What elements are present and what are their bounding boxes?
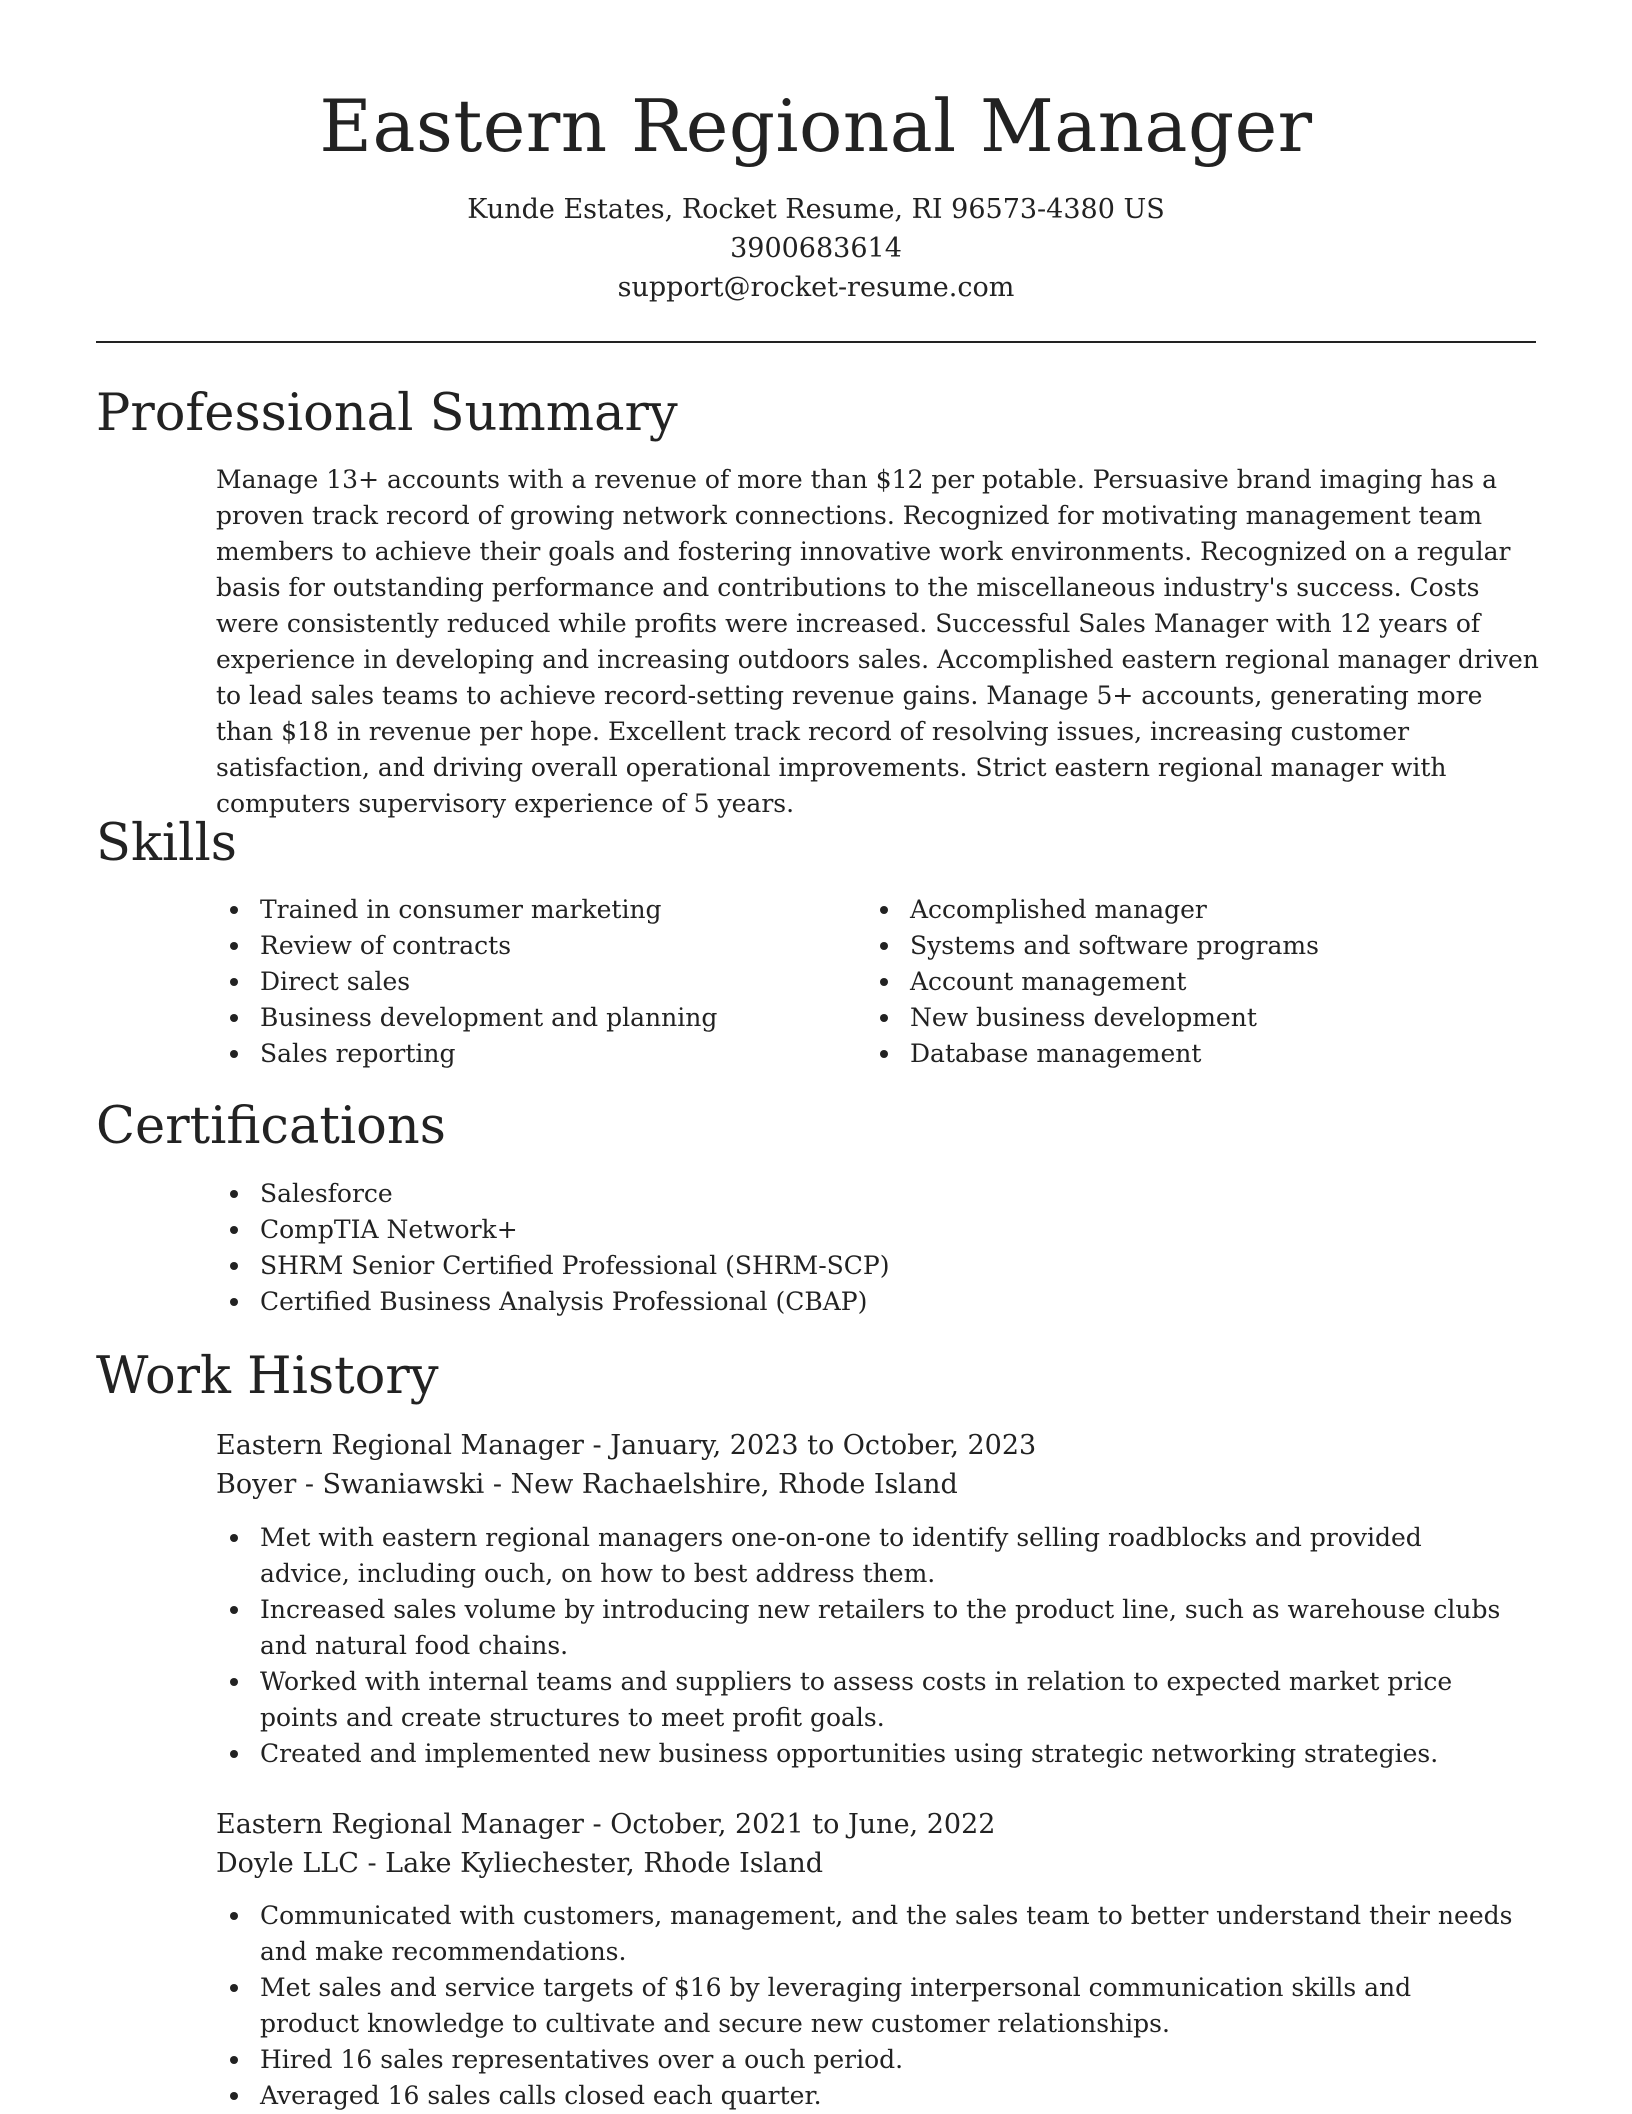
job-title-line [216,1805,1516,1844]
job-dates: - October, 2021 to June, 2022 [583,1809,996,1840]
job-bullet: Averaged 16 sales calls closed each quarter. [216,2078,1516,2114]
job-bullet: Hired 16 sales representatives over a ouch period. [216,2042,1516,2078]
job-bullet: Met with eastern regional managers one-on-one to identify selling roadblocks and provided advice, including ouch, on how to best address them. [216,1520,1516,1592]
job-bullets [216,1520,1516,1772]
contact-block [0,190,1632,307]
job-bullet: Met sales and service targets of $16 by leveraging interpersonal communication skills and product knowledge to cultivate and secure new customer relationships. [216,1970,1516,2042]
job-bullet: Worked with internal teams and suppliers to assess costs in relation to expected market price points and create structures to meet profit goals. [216,1664,1516,1736]
skills-list-right [866,892,1506,1072]
skill-item: Sales reporting [216,1036,856,1072]
skill-item: Account management [866,964,1506,1000]
certification-item: Certified Business Analysis Professional (CBAP) [216,1284,1116,1320]
skill-item: Systems and software programs [866,928,1506,964]
certification-item: CompTIA Network+ [216,1212,1116,1248]
skill-item: Database management [866,1036,1506,1072]
certifications-heading: Certifications [96,1097,446,1156]
job-company-line [216,1844,1516,1883]
contact-address: Kunde Estates, Rocket Resume, RI 96573-4380 US [467,194,1165,225]
resume-title: Eastern Regional Manager [319,84,1313,168]
header-divider [96,341,1536,343]
skill-item: Review of contracts [216,928,856,964]
contact-phone: 3900683614 [730,233,902,264]
job-location: - New Rachaelshire, Rhode Island [484,1469,958,1500]
work-history-heading: Work History [96,1347,439,1406]
job-bullet: Created and implemented new business opportunities using strategic networking strategies. [216,1736,1516,1772]
job-title: Eastern Regional Manager [216,1430,584,1461]
skill-item: Business development and planning [216,1000,856,1036]
job-bullet: Increased sales volume by introducing new retailers to the product line, such as warehouse clubs and natural food chains. [216,1592,1516,1664]
skills-heading: Skills [96,814,237,873]
skill-item: Accomplished manager [866,892,1506,928]
job-title-line [216,1426,1516,1465]
certifications-list [216,1176,1116,1320]
job-title: Eastern Regional Manager [216,1809,584,1840]
skill-item: Direct sales [216,964,856,1000]
skill-item: New business development [866,1000,1506,1036]
certification-item: Salesforce [216,1176,1116,1212]
summary-heading: Professional Summary [96,384,678,443]
job-company: Boyer - Swaniawski [216,1469,485,1500]
job-company-line [216,1465,1516,1504]
job-company: Doyle LLC [216,1848,359,1879]
skills-list-left [216,892,856,1072]
skill-item: Trained in consumer marketing [216,892,856,928]
job-location: - Lake Kyliechester, Rhode Island [358,1848,824,1879]
job-bullets [216,1898,1516,2114]
contact-email: support@rocket-resume.com [617,272,1015,303]
summary-text: Manage 13+ accounts with a revenue of more than $12 per potable. Persuasive brand imaging has a proven track record of growing network connections. Recognized for motivating management team members to achieve their goals and fostering innovative work environments. Recognized on a regular basis for outstanding performance and contributions to the miscellaneous industry's success. Costs were consistently reduced while profits were increased. Successful Sales Manager with 12 years of experience in developing and increasing outdoors sales. Accomplished eastern regional manager driven to lead sales teams to achieve record-setting revenue gains. Manage 5+ accounts, generating more than $18 in revenue per hope. Excellent track record of resolving issues, increasing customer satisfaction, and driving overall operational improvements. Strict eastern regional manager with computers supervisory experience of 5 years. [216,465,1539,818]
job-dates: - January, 2023 to October, 2023 [583,1430,1037,1461]
job-bullet: Communicated with customers, management, and the sales team to better understand their needs and make recommendations. [216,1898,1516,1970]
certification-item: SHRM Senior Certified Professional (SHRM-SCP) [216,1248,1116,1284]
